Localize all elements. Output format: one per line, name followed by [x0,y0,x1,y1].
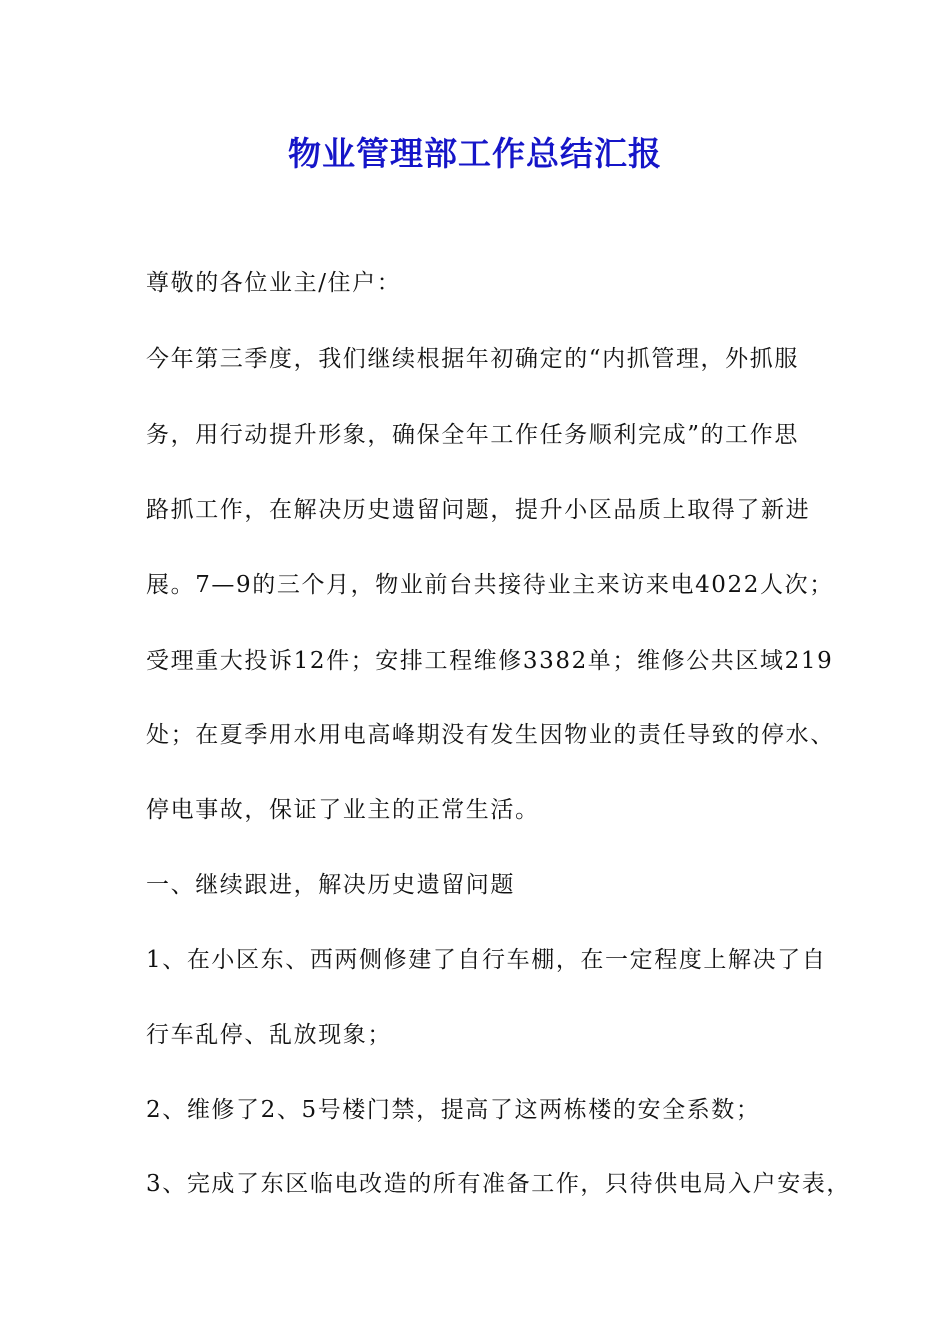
list-item-line: 行车乱停、乱放现象； [146,1022,392,1048]
paragraph-line: 停电事故，保证了业主的正常生活。 [146,797,540,823]
salutation: 尊敬的各位业主/住户： [146,270,402,296]
document-title: 物业管理部工作总结汇报 [288,134,662,173]
list-item-line: 3、完成了东区临电改造的所有准备工作，只待供电局入户安表， [146,1171,852,1197]
paragraph-line: 路抓工作，在解决历史遗留问题，提升小区品质上取得了新进 [146,497,811,523]
list-item-line: 1、在小区东、西两侧修建了自行车棚，在一定程度上解决了自 [146,947,827,973]
list-item-line: 2、维修了2、5号楼门禁，提高了这两栋楼的安全系数； [146,1097,761,1123]
section-heading: 一、继续跟进，解决历史遗留问题 [146,872,515,898]
paragraph-line: 处；在夏季用水用电高峰期没有发生因物业的责任导致的停水、 [146,722,835,748]
paragraph-line: 今年第三季度，我们继续根据年初确定的“内抓管理，外抓服 [146,346,799,372]
paragraph-line: 受理重大投诉12件；安排工程维修3382单；维修公共区域219 [146,648,834,674]
paragraph-line: 务，用行动提升形象，确保全年工作任务顺利完成”的工作思 [146,422,799,448]
paragraph-line: 展。7—9的三个月，物业前台共接待业主来访来电4022人次； [146,572,834,598]
